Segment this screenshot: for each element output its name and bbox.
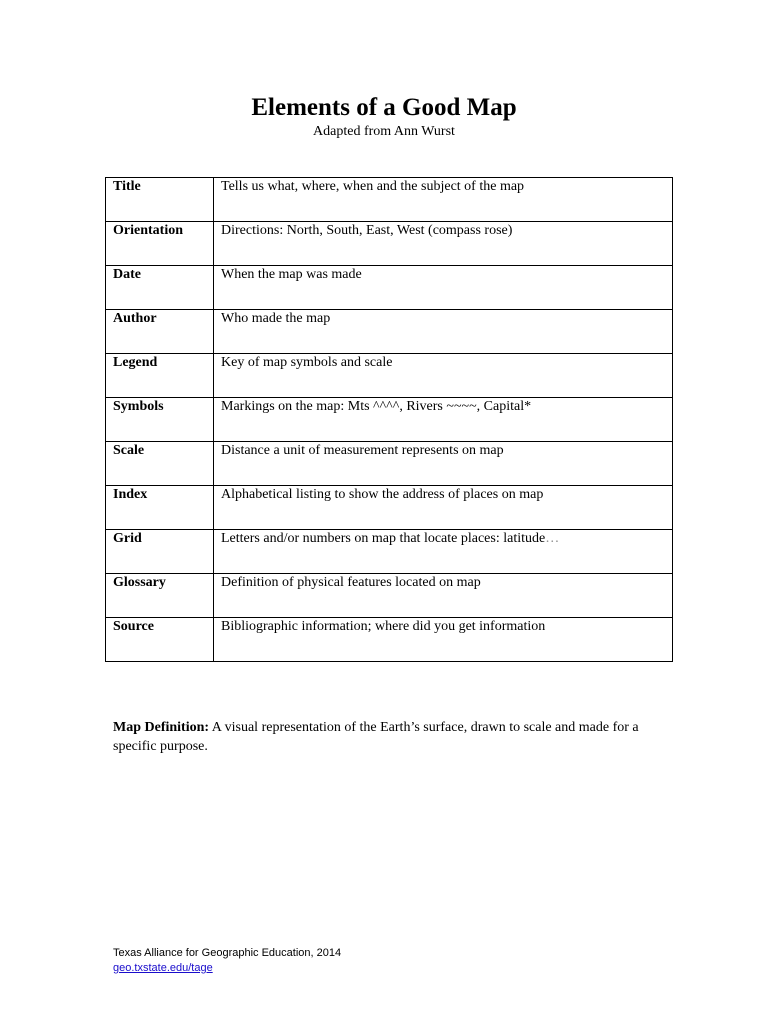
table-row bbox=[106, 310, 673, 354]
description-main-text: Alphabetical listing to show the address of places on map bbox=[221, 487, 544, 502]
description-cell bbox=[214, 618, 673, 662]
term-label: Title bbox=[113, 179, 141, 194]
description-cell bbox=[214, 354, 673, 398]
page-subtitle: Adapted from Ann Wurst bbox=[313, 124, 455, 139]
term-cell bbox=[106, 398, 214, 442]
term-cell bbox=[106, 442, 214, 486]
term-cell bbox=[106, 178, 214, 222]
description-cell bbox=[214, 222, 673, 266]
table-row bbox=[106, 178, 673, 222]
table-row bbox=[106, 486, 673, 530]
description-ellipsis: … bbox=[545, 531, 561, 546]
description-main-text: Key of map symbols and scale bbox=[221, 355, 393, 370]
description-text bbox=[221, 222, 672, 240]
description-cell bbox=[214, 442, 673, 486]
description-text bbox=[221, 530, 672, 548]
footer-link[interactable]: geo.txstate.edu/tage bbox=[113, 962, 213, 974]
term-cell bbox=[106, 354, 214, 398]
description-main-text: Letters and/or numbers on map that locate places: latitude bbox=[221, 531, 546, 546]
term-cell bbox=[106, 486, 214, 530]
term-label: Index bbox=[113, 487, 148, 502]
map-definition bbox=[113, 718, 658, 756]
table-row bbox=[106, 530, 673, 574]
table-body bbox=[106, 178, 673, 662]
term-cell bbox=[106, 310, 214, 354]
description-main-text: When the map was made bbox=[221, 267, 362, 282]
term-cell bbox=[106, 266, 214, 310]
description-cell bbox=[214, 398, 673, 442]
table-row bbox=[106, 354, 673, 398]
term-label: Source bbox=[113, 619, 154, 634]
description-text bbox=[221, 266, 672, 284]
table-row bbox=[106, 618, 673, 662]
term-label: Author bbox=[113, 311, 157, 326]
map-definition-text: A visual representation of the Earth’s surface, drawn to scale and made for a specific purpose. bbox=[113, 720, 639, 754]
description-main-text: Tells us what, where, when and the subject of the map bbox=[221, 179, 525, 194]
term-label: Legend bbox=[113, 355, 158, 370]
description-cell bbox=[214, 486, 673, 530]
description-text bbox=[221, 486, 672, 504]
description-cell bbox=[214, 574, 673, 618]
description-text bbox=[221, 354, 672, 372]
map-definition-label: Map Definition: bbox=[113, 720, 210, 735]
description-main-text: Definition of physical features located on map bbox=[221, 575, 481, 590]
description-text bbox=[221, 618, 672, 636]
term-cell bbox=[106, 574, 214, 618]
description-main-text: Distance a unit of measurement represents on map bbox=[221, 443, 504, 458]
description-text bbox=[221, 178, 672, 196]
term-label: Orientation bbox=[113, 223, 183, 238]
description-text bbox=[221, 398, 672, 416]
description-text bbox=[221, 310, 672, 328]
description-main-text: Who made the map bbox=[221, 311, 331, 326]
table-row bbox=[106, 574, 673, 618]
term-cell bbox=[106, 618, 214, 662]
description-cell bbox=[214, 530, 673, 574]
table-row bbox=[106, 222, 673, 266]
table-row bbox=[106, 442, 673, 486]
term-cell bbox=[106, 530, 214, 574]
description-main-text: Directions: North, South, East, West (compass rose) bbox=[221, 223, 513, 238]
description-cell bbox=[214, 178, 673, 222]
term-label: Scale bbox=[113, 443, 145, 458]
map-elements-table bbox=[105, 177, 673, 662]
term-label: Grid bbox=[113, 531, 142, 546]
term-label: Glossary bbox=[113, 575, 166, 590]
term-cell bbox=[106, 222, 214, 266]
description-main-text: Bibliographic information; where did you get information bbox=[221, 619, 546, 634]
table-row bbox=[106, 266, 673, 310]
description-cell bbox=[214, 310, 673, 354]
description-cell bbox=[214, 266, 673, 310]
page-title: Elements of a Good Map bbox=[251, 94, 517, 121]
footer-organization: Texas Alliance for Geographic Education, 2014 bbox=[113, 947, 342, 959]
term-label: Date bbox=[113, 267, 141, 282]
description-text bbox=[221, 574, 672, 592]
description-main-text: Markings on the map: Mts ^^^^, Rivers ~~~~, Capital* bbox=[221, 399, 532, 414]
term-label: Symbols bbox=[113, 399, 164, 414]
description-text bbox=[221, 442, 672, 460]
table-row bbox=[106, 398, 673, 442]
